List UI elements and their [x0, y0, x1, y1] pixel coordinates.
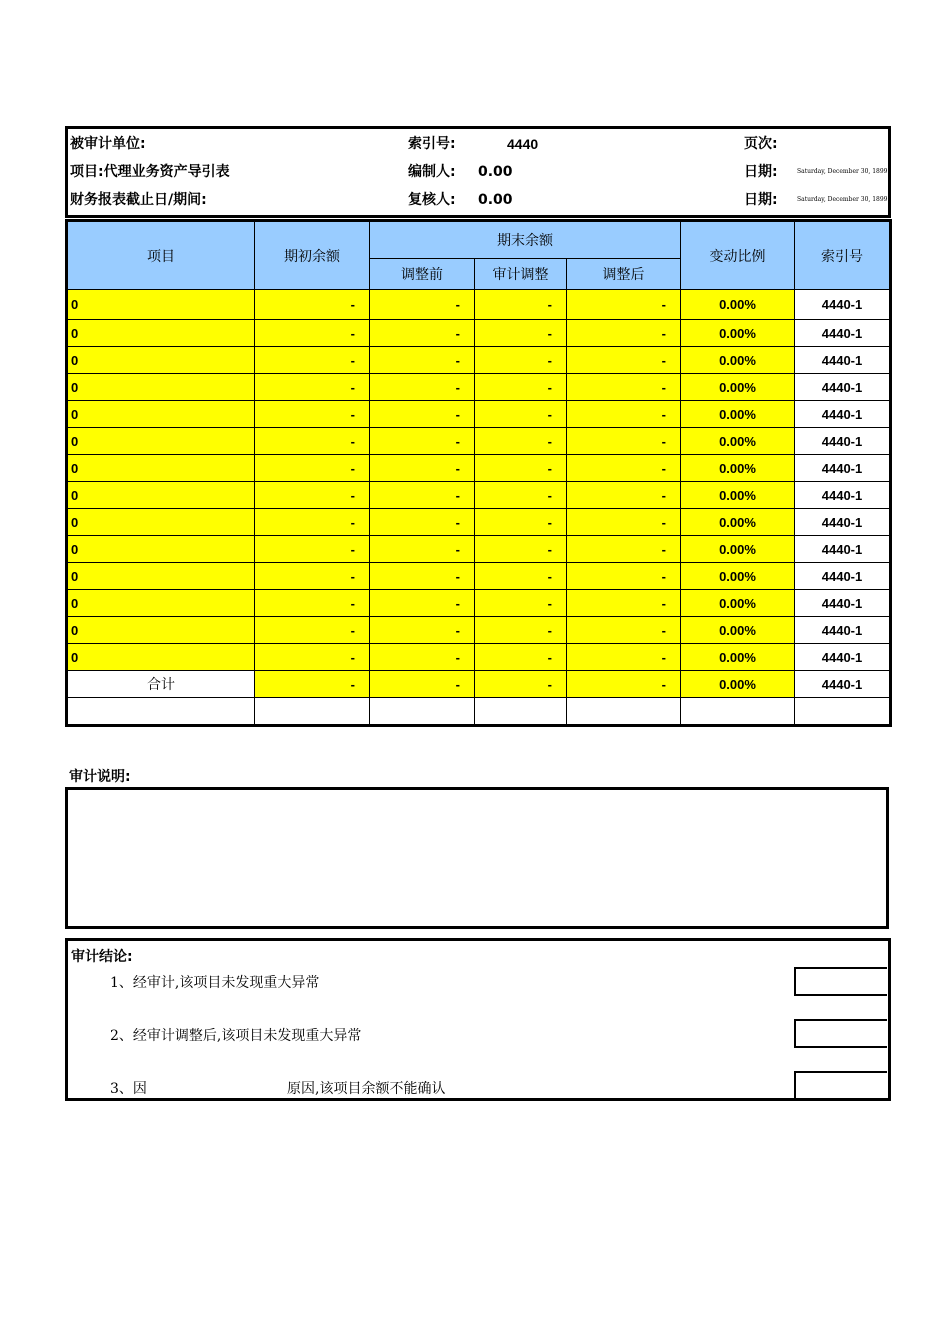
row-before-adj: - — [370, 590, 475, 617]
audit-notes-box[interactable] — [65, 787, 889, 929]
total-audit-adj: - — [475, 671, 567, 698]
table-row — [67, 590, 891, 617]
row-before-adj: - — [370, 428, 475, 455]
preparer-label: 编制人: — [408, 164, 456, 180]
row-change-ratio: 0.00% — [681, 536, 795, 563]
row-before-adj: - — [370, 563, 475, 590]
row-change-ratio: 0.00% — [681, 401, 795, 428]
blank-cell — [475, 698, 567, 726]
row-change-ratio: 0.00% — [681, 563, 795, 590]
row-before-adj: - — [370, 509, 475, 536]
row-before-adj: - — [370, 482, 475, 509]
row-index: 4440-1 — [795, 590, 891, 617]
audit-conclusion-box — [65, 938, 891, 1101]
blank-cell — [795, 698, 891, 726]
col-header-closing-group: 期末余额 — [370, 221, 681, 259]
row-audit-adj: - — [475, 428, 567, 455]
row-index: 4440-1 — [795, 482, 891, 509]
row-change-ratio: 0.00% — [681, 482, 795, 509]
row-index: 4440-1 — [795, 428, 891, 455]
col-header-after-adj: 调整后 — [567, 259, 681, 290]
row-before-adj: - — [370, 617, 475, 644]
row-after-adj: - — [567, 347, 681, 374]
row-name: 0 — [67, 590, 255, 617]
row-before-adj: - — [370, 644, 475, 671]
conclusion-item-1: 1、经审计,该项目未发现重大异常 — [110, 975, 320, 991]
blank-cell — [255, 698, 370, 726]
row-index: 4440-1 — [795, 401, 891, 428]
col-header-change-ratio: 变动比例 — [681, 221, 795, 290]
row-name: 0 — [67, 401, 255, 428]
row-opening: - — [255, 455, 370, 482]
table-row — [67, 617, 891, 644]
row-before-adj: - — [370, 290, 475, 320]
col-header-opening: 期初余额 — [255, 221, 370, 290]
audit-notes-label: 审计说明: — [69, 769, 131, 785]
row-change-ratio: 0.00% — [681, 428, 795, 455]
row-after-adj: - — [567, 428, 681, 455]
row-opening: - — [255, 320, 370, 347]
row-name: 0 — [67, 536, 255, 563]
date-value-1: Saturday, December 30, 1899 — [797, 168, 888, 175]
row-name: 0 — [67, 347, 255, 374]
row-change-ratio: 0.00% — [681, 374, 795, 401]
row-before-adj: - — [370, 347, 475, 374]
row-before-adj: - — [370, 320, 475, 347]
row-name: 0 — [67, 617, 255, 644]
row-after-adj: - — [567, 320, 681, 347]
row-audit-adj: - — [475, 290, 567, 320]
row-after-adj: - — [567, 482, 681, 509]
blank-cell — [67, 698, 255, 726]
table-row — [67, 401, 891, 428]
row-name: 0 — [67, 509, 255, 536]
table-row — [67, 509, 891, 536]
blank-row — [67, 698, 891, 726]
row-after-adj: - — [567, 590, 681, 617]
table-row — [67, 428, 891, 455]
row-index: 4440-1 — [795, 347, 891, 374]
total-label: 合计 — [67, 671, 255, 698]
row-audit-adj: - — [475, 374, 567, 401]
table-row — [67, 455, 891, 482]
row-after-adj: - — [567, 536, 681, 563]
row-change-ratio: 0.00% — [681, 455, 795, 482]
row-name: 0 — [67, 455, 255, 482]
row-change-ratio: 0.00% — [681, 617, 795, 644]
blank-cell — [567, 698, 681, 726]
conclusion-checkbox-2[interactable] — [794, 1019, 887, 1048]
table-row — [67, 536, 891, 563]
total-index: 4440-1 — [795, 671, 891, 698]
table-row — [67, 482, 891, 509]
reviewer-label: 复核人: — [408, 192, 456, 208]
index-value: 4440 — [507, 136, 539, 152]
row-after-adj: - — [567, 644, 681, 671]
total-opening: - — [255, 671, 370, 698]
row-opening: - — [255, 428, 370, 455]
index-label: 索引号: — [408, 136, 456, 152]
row-audit-adj: - — [475, 536, 567, 563]
row-index: 4440-1 — [795, 455, 891, 482]
row-index: 4440-1 — [795, 617, 891, 644]
reviewer-value: 0.00 — [478, 192, 513, 208]
col-header-audit-adj: 审计调整 — [475, 259, 567, 290]
row-after-adj: - — [567, 617, 681, 644]
col-header-before-adj: 调整前 — [370, 259, 475, 290]
asset-guide-table — [65, 219, 892, 727]
conclusion-item-2: 2、经审计调整后,该项目未发现重大异常 — [110, 1028, 362, 1044]
row-opening: - — [255, 536, 370, 563]
col-header-index: 索引号 — [795, 221, 891, 290]
row-opening: - — [255, 290, 370, 320]
row-opening: - — [255, 482, 370, 509]
row-index: 4440-1 — [795, 509, 891, 536]
date-label-1: 日期: — [744, 164, 778, 180]
conclusion-item-3-suffix: 原因,该项目余额不能确认 — [287, 1081, 446, 1097]
audited-unit-label: 被审计单位: — [70, 136, 146, 152]
date-label-2: 日期: — [744, 192, 778, 208]
total-change-ratio: 0.00% — [681, 671, 795, 698]
row-name: 0 — [67, 320, 255, 347]
row-opening: - — [255, 509, 370, 536]
page-label: 页次: — [744, 136, 778, 152]
row-opening: - — [255, 563, 370, 590]
row-after-adj: - — [567, 290, 681, 320]
total-before-adj: - — [370, 671, 475, 698]
row-change-ratio: 0.00% — [681, 347, 795, 374]
blank-cell — [681, 698, 795, 726]
row-audit-adj: - — [475, 509, 567, 536]
row-after-adj: - — [567, 563, 681, 590]
table-row — [67, 374, 891, 401]
row-audit-adj: - — [475, 644, 567, 671]
row-after-adj: - — [567, 401, 681, 428]
row-after-adj: - — [567, 455, 681, 482]
row-index: 4440-1 — [795, 320, 891, 347]
row-audit-adj: - — [475, 590, 567, 617]
row-index: 4440-1 — [795, 374, 891, 401]
table-row — [67, 320, 891, 347]
total-after-adj: - — [567, 671, 681, 698]
row-name: 0 — [67, 644, 255, 671]
col-header-item: 项目 — [67, 221, 255, 290]
row-opening: - — [255, 590, 370, 617]
row-name: 0 — [67, 374, 255, 401]
header-box — [65, 126, 891, 218]
table-row — [67, 644, 891, 671]
total-row — [67, 671, 891, 698]
row-audit-adj: - — [475, 482, 567, 509]
row-audit-adj: - — [475, 401, 567, 428]
row-opening: - — [255, 401, 370, 428]
row-before-adj: - — [370, 536, 475, 563]
row-opening: - — [255, 617, 370, 644]
row-name: 0 — [67, 482, 255, 509]
row-index: 4440-1 — [795, 536, 891, 563]
row-after-adj: - — [567, 509, 681, 536]
table-row — [67, 347, 891, 374]
date-value-2: Saturday, December 30, 1899 — [797, 196, 888, 203]
row-change-ratio: 0.00% — [681, 590, 795, 617]
conclusion-checkbox-3[interactable] — [794, 1071, 887, 1098]
row-audit-adj: - — [475, 455, 567, 482]
audit-conclusion-label: 审计结论: — [71, 949, 133, 965]
row-change-ratio: 0.00% — [681, 644, 795, 671]
row-change-ratio: 0.00% — [681, 320, 795, 347]
row-audit-adj: - — [475, 347, 567, 374]
row-opening: - — [255, 347, 370, 374]
row-audit-adj: - — [475, 563, 567, 590]
row-name: 0 — [67, 290, 255, 320]
row-index: 4440-1 — [795, 644, 891, 671]
conclusion-checkbox-1[interactable] — [794, 967, 887, 996]
row-name: 0 — [67, 428, 255, 455]
row-audit-adj: - — [475, 617, 567, 644]
row-name: 0 — [67, 563, 255, 590]
row-index: 4440-1 — [795, 563, 891, 590]
row-audit-adj: - — [475, 320, 567, 347]
row-change-ratio: 0.00% — [681, 509, 795, 536]
preparer-value: 0.00 — [478, 164, 513, 180]
table-row — [67, 563, 891, 590]
row-change-ratio: 0.00% — [681, 290, 795, 320]
conclusion-item-3-prefix: 3、因 — [110, 1081, 147, 1097]
row-opening: - — [255, 644, 370, 671]
row-before-adj: - — [370, 455, 475, 482]
table-row — [67, 290, 891, 320]
row-opening: - — [255, 374, 370, 401]
row-after-adj: - — [567, 374, 681, 401]
blank-cell — [370, 698, 475, 726]
row-before-adj: - — [370, 374, 475, 401]
project-label: 项目:代理业务资产导引表 — [70, 164, 230, 180]
row-before-adj: - — [370, 401, 475, 428]
row-index: 4440-1 — [795, 290, 891, 320]
period-label: 财务报表截止日/期间: — [70, 192, 207, 208]
